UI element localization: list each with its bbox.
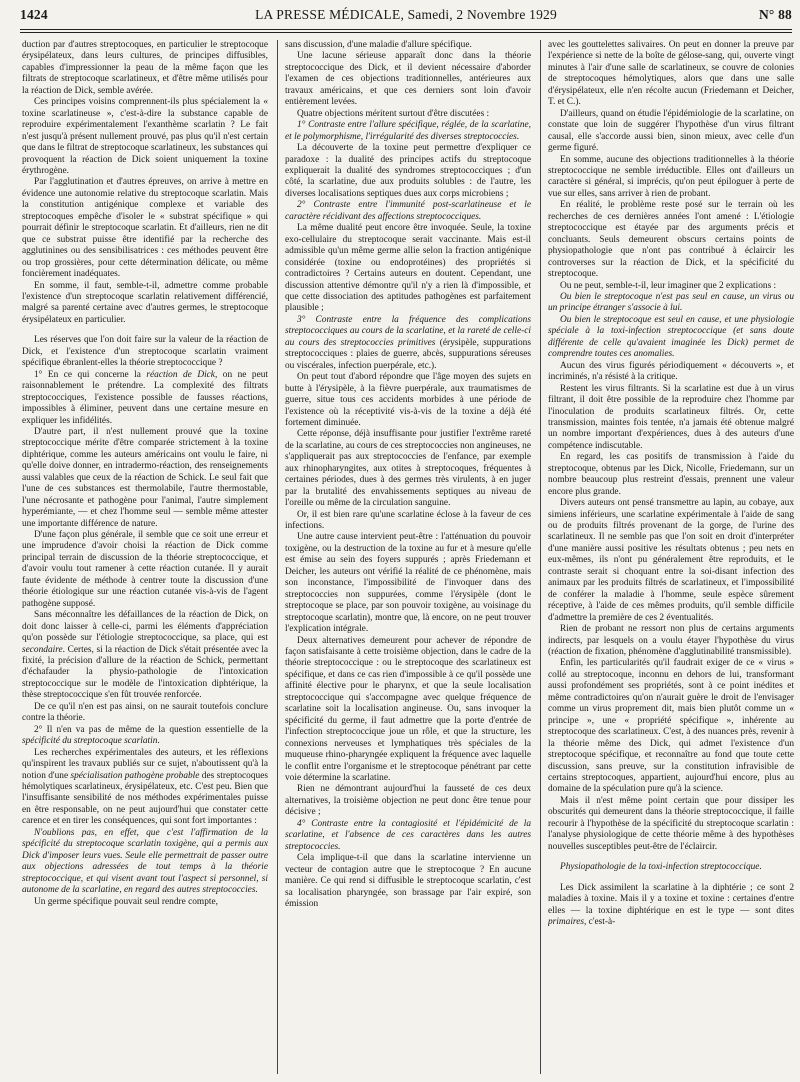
paragraph: Une lacune sérieuse apparaît donc dans la théorie streptococcique des Dick, et il devient nécessaire d'aborder l'examen de ces objections traditionnelles, antérieures aux travaux américains, et que ces derniers sont loin d'avoir entièrement levées. xyxy=(285,51,531,108)
paragraph: Enfin, les particularités qu'il faudrait exiger de ce « virus » collé au streptocoque, inconnu en dehors de lui, transformant aussi profondément ses propriétés, sont à ce point inédites et même contradictoires qu'on n'aurait guère le droit de l'envisager comme un virus proprement dit, mais bien plutôt comme un « principe », une « propriété spécifique », inhérente au streptocoque des scarlatineux. C'est, à des nuances près, revenir à la théorie même des Dick, qui admet l'existence d'un streptocoque spécifique, et reconnaître au fond que toute cette discussion, sans preuve, sur la constitution infravisible de certains streptocoques, appartient, aujourd'hui encore, plus au domaine de la spéculation pure qu'à la science. xyxy=(548,658,794,795)
paragraph: Quatre objections méritent surtout d'être discutées : xyxy=(297,108,490,119)
issue-number: N° 88 xyxy=(758,7,792,22)
page-number: 1424 xyxy=(20,7,48,22)
column-divider-left xyxy=(277,40,278,1074)
paragraph: En somme, il faut, semble-t-il, admettre comme probable l'existence d'un streptocoque scarlatin relativement différencié, malgré sa parenté certaine avec d'autres germes, le streptocoque érysipélateux en particulier. xyxy=(22,280,268,325)
paragraph: De ce qu'il n'en est pas ainsi, on ne saurait toutefois conclure contre la théorie. xyxy=(22,701,268,724)
paragraph xyxy=(22,370,268,427)
text-run: 2° Il n'en va pas de même de la question essentielle de la xyxy=(34,724,268,735)
journal-title: LA PRESSE MÉDICALE, Samedi, 2 Novembre 1929 xyxy=(255,7,557,22)
italic-paragraph: Ou bien le streptocoque est seul en cause, et une physiologie spéciale à la toxi-infection streptococcique (et sans doute différente de celle qu'avaient imaginée les Dick) permet de comprendre toutes ces anomalies. xyxy=(548,314,794,360)
text-run: , c'est-à- xyxy=(584,916,616,927)
paragraph: sans discussion, d'une maladie d'allure spécifique. xyxy=(285,40,472,50)
paragraph: Rien de probant ne ressort non plus de certains arguments indirects, par lesquels on a voulu étayer l'hypothèse du virus (réaction de fixation, phénomène d'agglutinabilité transmissible). xyxy=(548,624,794,658)
paragraph: Divers auteurs ont pensé transmettre au lapin, au cobaye, aux simiens inférieurs, une scarlatine expérimentale à l'aide de sang ou de produits filtrés provenant de la gorge, de l'urine des scarlatineux. Il ne semble pas que l'on soit en droit d'interpréter d'une manière aussi positive les résultats obtenus ; peu nets en eux-mêmes, ils n'ont pu généralement être reproduits, et le contraste serait si choquant entre la soi-disant infection des animaux par les produits filtrés de scarlatineux, et l'impossibilité de conférer la maladie à l'homme, seule espèce sûrement réceptive, à l'aide de ces mêmes produits, qu'il semble difficile d'admettre la première de ces 2 éventualités. xyxy=(548,498,794,623)
paragraph: duction par d'autres streptocoques, en particulier le streptocoque érysipélateux, dans leurs cultures, de principes diffusibles, capables d'impressionner la peau de la même façon que les filtrats de streptocoque scarlatineux, et d'être même utilisés pour la réaction de Dick, semble avérée. xyxy=(22,40,268,96)
text-run: Les recherches expérimentales des auteurs, et les réflexions qu'inspirent les travaux publiés sur ce sujet, n'aboutissent qu'à la notion d'une xyxy=(22,747,268,781)
text-run: , on ne peut raisonnablement le prétendre. La complexité des filtrats streptococciques, l'existence possible de fausses réactions, impossibles à éliminer, peuvent dans une certaine mesure en expliquer les infidélités. xyxy=(22,369,268,426)
paragraph xyxy=(22,748,268,828)
paragraph: En somme, aucune des objections traditionnelles à la théorie streptococcique ne semble irréductible. Elles ont d'ailleurs un caractère si général, si imprécis, qu'on peut épiloguer à perte de vue sur elles, sans arriver à rien de probant. xyxy=(548,154,794,199)
paragraph: La même dualité peut encore être invoquée. Seule, la toxine exo-cellulaire du streptocoque serait vaccinante. Mais est-il admissible qu'un même germe allie selon la fraction antigénique considérée (toxine ou endoprotéines) des propriétés si contradictoires ? Certains auteurs en doutent. Cependant, une discussion attentive démontre qu'il n'y a rien là d'impossible, et que cette dissociation des aptitudes pathogènes est parfaitement plausible ; xyxy=(285,223,531,314)
emphasis: spécialisation pathogène probable xyxy=(70,770,200,781)
paragraph: D'autre part, il n'est nullement prouvé que la toxine streptococcique mérite d'être comparée strictement à la toxine diphtérique, comme les auteurs américains ont voulu le faire, ni qu'elle doive donner, en intradermo-réaction, des renseignements aussi valables que ceux de la réaction de Schick. Le seul fait que l'une de ces substances est thermolabile, l'autre thermostable, l'une nécrosante et pathogène pour l'animal, l'autre simplement hyperémiante, — et chez l'homme seul — semble même attester une importante différence de nature. xyxy=(22,426,268,529)
text-run: 1° En ce qui concerne la xyxy=(34,369,147,380)
paragraph: Cela implique-t-il que dans la scarlatine intervienne un vecteur de contagion autre que le streptocoque ? En aucune manière. Ce qui rend si diffusible le streptocoque scarlatin, c'est sa localisation pharyngée, son brassage par l'air expiré, son émission xyxy=(285,853,531,909)
paragraph: Ces principes voisins comprennent-ils plus spécialement la « toxine scarlatineuse », c'est-à-dire la substance capable de reproduire expérimentalement l'exanthème scarlatin ? Le fait n'est jusqu'à présent nullement prouvé, pas plus qu'il n'est certain que dans le filtrat de streptocoque scarlatineux, les substances qui provoquent la réaction de Dick soient uniquement la toxine érythrogène. xyxy=(22,97,268,176)
paragraph: Cette réponse, déjà insuffisante pour justifier l'extrême rareté de la scarlatine, au cours de ces streptococcies non angineuses, ne s'appliquerait pas aux streptococcies de l'enfance, par exemple aux rhinopharyngites, aux otites à streptocoques, fréquentes à certaines périodes, dues à des germes très virulents, à en juger par la brutalité des envahissements septiques au niveau de l'oreille ou même de la circulation sanguine. xyxy=(285,429,531,509)
text-run: des streptocoques hémolytiques scarlatineux, érysipélateux, etc. C'est peu. Bien que l'insuffisante sensibilité de nos méthodes expérimentales puisse en être responsable, on ne peut aujourd'hui que constater cette carence et en tirer les conséquences, qui sont fort importantes : xyxy=(22,770,268,827)
objection-heading: 2° Contraste entre l'immunité post-scarlatineuse et le caractère récidivant des affections streptococciques. xyxy=(285,200,531,222)
emphasis: réaction de Dick xyxy=(146,369,215,380)
header-rule-top xyxy=(20,29,792,30)
text-column-left xyxy=(22,40,268,1076)
paragraph: La découverte de la toxine peut permettre d'expliquer ce paradoxe : la dualité des principes actifs du streptocoque expliquerait la dualité des syndromes streptococciques ; d'un côté, la scarlatine, due aux produits solubles : de l'autre, les diverses localisations septiques dues aux corps microbiens ; xyxy=(285,143,531,199)
page-header xyxy=(20,6,792,24)
emphasis: 3° Contraste entre la fréquence des complications streptococciques au cours de la scarlatine, et la rareté de celle-ci au cours des streptococcies primitives xyxy=(285,314,531,348)
text-run: Les Dick assimilent la scarlatine à la diphtérie ; ce sont 2 maladies à toxine. Mais il y a toxine et toxine : certaines d'entre elles — la toxine diphtérique en est le type — sont dites xyxy=(548,882,794,916)
paragraph: Un germe spécifique pouvait seul rendre compte, xyxy=(34,896,218,907)
paragraph: D'une façon plus générale, il semble que ce soit une erreur et une imprudence d'avoir choisi la réaction de Dick comme principal terrain de discussion de la théorie streptococcique, et d'avoir voulu tout ramener à cette réaction cutanée. Il y aurait faute évidente de méthode à centrer toute la discussion d'une théorie étiologique sur une réaction cutanée vis-à-vis de l'agent pathogène supposé. xyxy=(22,530,268,609)
emphasis: secondaire xyxy=(22,644,63,655)
objection-heading: 4° Contraste entre la contagiosité et l'épidémicité de la scarlatine, et l'absence de ces caractères dans les autres streptococcies. xyxy=(285,818,531,852)
paragraph: Restent les virus filtrants. Si la scarlatine est due à un virus filtrant, il doit être possible de la reproduire chez l'homme par l'inoculation de produits scarlatineux filtrés. Or, cette transmission, maintes fois tentée, n'a jamais été obtenue malgré un nombre important d'expériences, dues à des auteurs d'une compétence indiscutable. xyxy=(548,383,794,451)
text-run: Sans méconnaître les défaillances de la réaction de Dick, on doit donc laisser à celle-ci, parmi les éléments d'appréciation qu'on possède sur l'étiologie streptococcique, sa place, qui est xyxy=(22,610,268,644)
italic-paragraph: Ou bien le streptocoque n'est pas seul en cause, un virus ou un principe étranger s'associe à lui. xyxy=(548,291,794,314)
paragraph: Aucun des virus figurés périodiquement « découverts », et incriminés, n'a résisté à la critique. xyxy=(548,360,794,383)
paragraph xyxy=(548,883,794,929)
paragraph: Par l'agglutination et d'autres épreuves, on arrive à mettre en évidence une autonomie relative du streptocoque scarlatin. Mais la constitution antigénique complexe et variable des streptocoques empêche d'isoler le « substrat spécifique » qui pourrait définir le streptocoque scarlatin. Et d'ailleurs, rien ne dit que ce substrat puisse être identifié par la recherche des agglutinines ou des sensibilisatrices : ces méthodes peuvent être ou trop grossières, pour cette détermination délicate, ou même foncièrement inadéquates. xyxy=(22,177,268,280)
paragraph: En réalité, le problème reste posé sur le terrain où les recherches de ces dernières années l'ont amené : L'étiologie streptococcique est étayée par des arguments précis et concluants. Seuls demeurent obscurs certains points de physiopathologie que n'ont pas contribué à éclaircir les controverses sur la réaction de Dick, et la spécificité du streptocoque. xyxy=(548,200,794,280)
paragraph: Deux alternatives demeurent pour achever de répondre de façon satisfaisante à cette troisième objection, dans le cadre de la théorie streptococcique : ou le streptocoque des scarlatineux est spécifique, et dans ce cas rien d'impossible à ce qu'il possède une affinité élective pour le pharynx, et que la seule localisation streptococcique qui s'accompagne avec quelque fréquence de scarlatine soit la localisation angineuse. Ou, sans invoquer la spécificité du germe, il faut admettre que la porte d'entrée de l'infection streptococcique joue un rôle, et que la structure, les connexions nerveuses et lymphatiques très spéciales de la muqueuse rhino-pharyngée expliquent la fréquence avec laquelle le conflit entre l'organisme et le streptocoque pénétrant par cette voie détermine la scarlatine. xyxy=(285,635,531,783)
paragraph: On peut tout d'abord répondre que l'âge moyen des sujets en butte à l'érysipèle, à la fièvre puerpérale, aux traumatismes de guerre, situe tous ces accidents morbides à une période de l'existence où la réceptivité vis-à-vis de la toxine a déjà été fortement diminuée. xyxy=(285,372,531,428)
emphasis: spécificité du streptocoque scarlatin xyxy=(22,736,158,747)
text-run: . Certes, si la réaction de Dick s'était présentée avec la fixité, la précision d'allure de la réaction de Schick, permettant d'échafauder la physio-pathologie de l'intoxication streptococcique sur le modèle de l'intoxication diphtérique, la thèse streptococcique s'en fût trouvée renforcée. xyxy=(22,644,268,701)
paragraph: avec les gouttelettes salivaires. On peut en donner la preuve par l'expérience si nette de la boîte de gélose-sang, qui, ouverte vingt minutes à l'air d'une salle de scarlatineux, se couvre de colonies de streptocoques hémolytiques, alors que dans une salle d'érysipélateux, elle n'en récolte aucun (Friedemann et Deicher, T. et C.). xyxy=(548,40,794,108)
emphasis: primaires xyxy=(548,916,584,927)
text-run: . xyxy=(157,736,160,747)
objection-heading: 1° Contraste entre l'allure spécifique, réglée, de la scarlatine, et le polymorphisme, l'irrégularité des diverses streptococcies. xyxy=(285,120,531,142)
paragraph: Mais il n'est même point certain que pour dissiper les obscurités qui demeurent dans la théorie streptococcique, il faille recourir à l'hypothèse de la spécificité du streptocoque scarlatin : l'analyse physiologique de cette théorie même à des hypothèses nouvelles susceptibles peut-être de l'éclaircir. xyxy=(548,795,794,852)
paragraph: Rien ne démontrant aujourd'hui la fausseté de ces deux alternatives, la troisième objection ne peut donc être tenue pour décisive ; xyxy=(285,784,531,818)
paragraph xyxy=(22,725,268,748)
section-heading: Physiopathologie de la toxi-infection streptococcique. xyxy=(560,862,762,873)
paragraph: En regard, les cas positifs de transmission à l'aide du streptocoque, obtenus par les Dick, Nicolle, Friedemann, sur un nombre beaucoup plus restreint d'essais, prennent une valeur encore plus grande. xyxy=(548,452,794,497)
paragraph: Une autre cause intervient peut-être : l'atténuation du pouvoir toxigène, ou la destruction de la toxine au fur et à mesure qu'elle est émise au sein des foyers suppurés ; après Friedemann et Deicher, les auteurs ont vérifié la réalité de ce phénomène, mais son inconstance, l'impossibilité de l'invoquer dans des streptococcies non suppurées, comme l'érysipèle (dont le streptocoque se place, par son pouvoir toxigène, au voisinage du streptocoque scarlatin), montre que, là encore, on ne peut trouver l'explication intégrale. xyxy=(285,532,531,635)
paragraph: Or, il est bien rare qu'une scarlatine éclose à la faveur de ces infections. xyxy=(285,509,531,532)
header-rule-bottom xyxy=(20,32,792,33)
italic-paragraph: N'oublions pas, en effet, que c'est l'affirmation de la spécificité du streptocoque scarlatin toxigène, qui a permis aux Dick d'imposer leurs vues. Seule elle permettrait de passer outre aux objections adressées de tout temps à la théorie streptococcique, et qui visent avant tout l'aspect si personnel, si autonome de la scarlatine, en regard des autres streptococcies. xyxy=(22,827,268,896)
text-column-right xyxy=(548,40,794,1076)
column-divider-right xyxy=(540,40,541,1074)
text-run: (érysipèle, suppurations streptococciques : plaies de guerre, abcès, suppurations séreuses ou viscérales, infection puerpérale, etc.). xyxy=(285,337,531,371)
paragraph xyxy=(285,315,531,372)
paragraph: D'ailleurs, quand on étudie l'épidémiologie de la scarlatine, on constate que loin de suggérer l'hypothèse d'un virus filtrant causal, elle s'accorde aussi bien, sinon mieux, avec celle d'un germe figuré. xyxy=(548,108,794,154)
text-column-middle xyxy=(285,40,531,1076)
paragraph xyxy=(22,610,268,702)
paragraph: Ou ne peut, semble-t-il, leur imaginer que 2 explications : xyxy=(560,280,777,291)
paragraph: Les réserves que l'on doit faire sur la valeur de la réaction de Dick, et l'existence d'un streptocoque scarlatin vraiment spécifique ébranlent-elles la théorie streptococcique ? xyxy=(22,335,268,369)
